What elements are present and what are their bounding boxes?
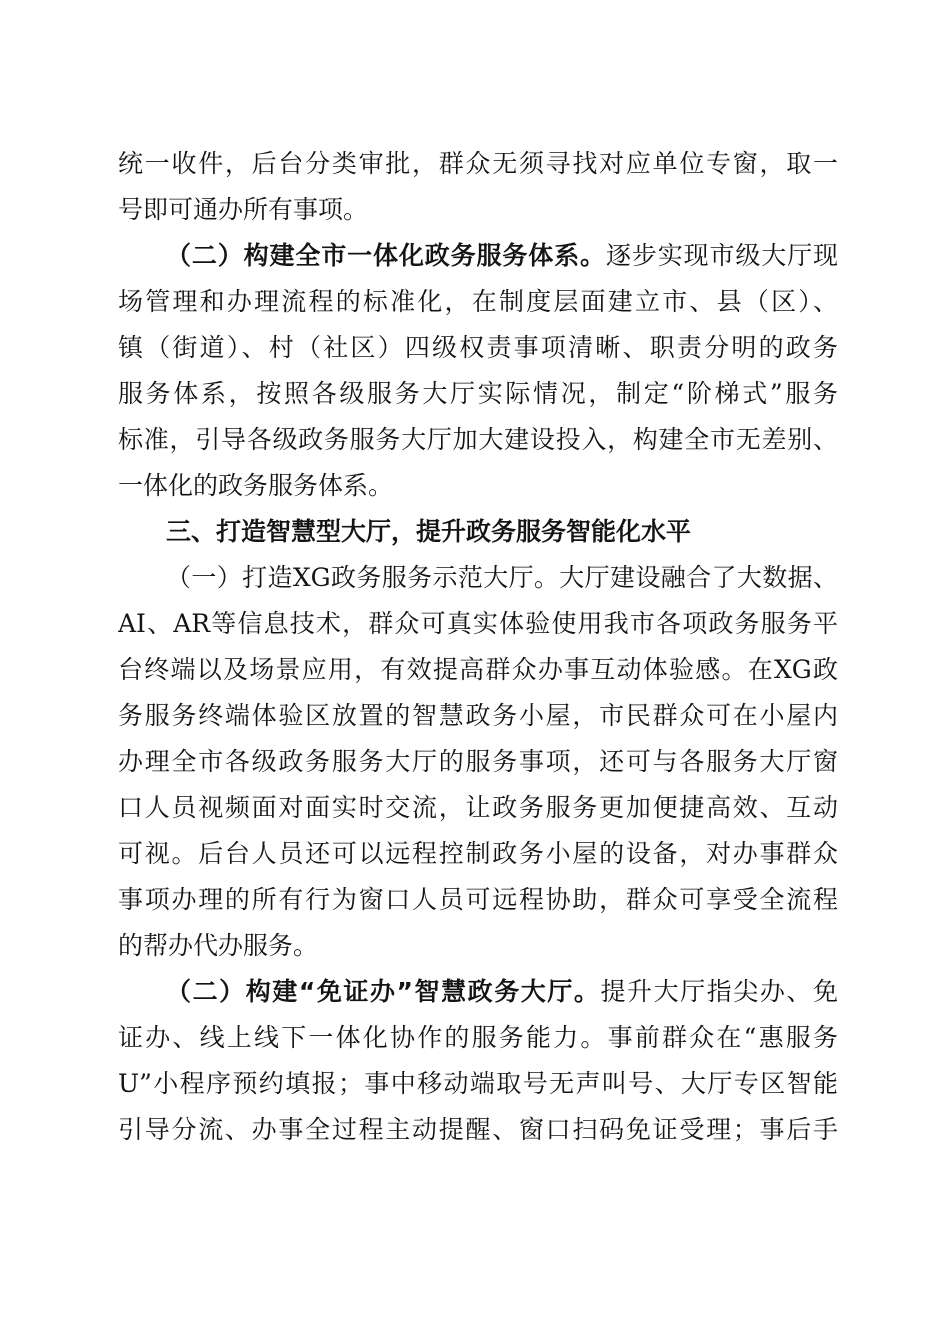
paragraph-line-with-bold-lead [166,233,838,279]
paragraph-line: 证办、线上线下一体化协作的服务能力。事前群众在“惠服务 [118,1023,838,1052]
paragraph-line: 一体化的政务服务体系。 [118,471,394,500]
bold-subheading: （二）构建“免证办”智慧政务大厅。 [166,977,601,1006]
paragraph-line: 事项办理的所有行为窗口人员可远程协助，群众可享受全流程 [118,885,838,914]
paragraph-line: 口人员视频面对面实时交流，让政务服务更加便捷高效、互动 [118,793,838,822]
section-heading: 三、打造智慧型大厅，提升政务服务智能化水平 [166,517,692,546]
paragraph-line: 可视。后台人员还可以远程控制政务小屋的设备，对办事群众 [118,839,838,868]
paragraph-line: 场管理和办理流程的标准化，在制度层面建立市、县（区）、 [118,287,838,316]
paragraph-line: 标准，引导各级政务服务大厅加大建设投入，构建全市无差别、 [118,425,838,454]
paragraph-line: 务服务终端体验区放置的智慧政务小屋，市民群众可在小屋内 [118,701,838,730]
paragraph-line: 统一收件，后台分类审批，群众无须寻找对应单位专窗，取一 [118,149,838,178]
paragraph-line-with-bold-lead [166,969,838,1015]
paragraph-text: 提升大厅指尖办、免 [600,977,838,1006]
paragraph-line: 的帮办代办服务。 [118,931,319,960]
paragraph-line: 镇（街道）、村（社区）四级权责事项清晰、职责分明的政务 [118,333,838,362]
paragraph-text: 逐步实现市级大厅现 [605,241,838,270]
paragraph-line: 服务体系，按照各级服务大厅实际情况，制定“阶梯式”服务 [118,379,838,408]
paragraph-line: 台终端以及场景应用，有效提高群众办事互动体验感。在XG政 [118,655,838,684]
paragraph-line: （一）打造XG政务服务示范大厅。大厅建设融合了大数据、 [166,563,838,592]
paragraph-line: 号即可通办所有事项。 [118,195,369,224]
paragraph-line: AI、AR等信息技术，群众可真实体验使用我市各项政务服务平 [118,609,838,638]
paragraph-line: 办理全市各级政务服务大厅的服务事项，还可与各服务大厅窗 [118,747,838,776]
bold-subheading: （二）构建全市一体化政务服务体系。 [166,241,606,270]
paragraph-line: U”小程序预约填报；事中移动端取号无声叫号、大厅专区智能 [118,1069,838,1098]
paragraph-line: 引导分流、办事全过程主动提醒、窗口扫码免证受理；事后手 [118,1115,838,1144]
